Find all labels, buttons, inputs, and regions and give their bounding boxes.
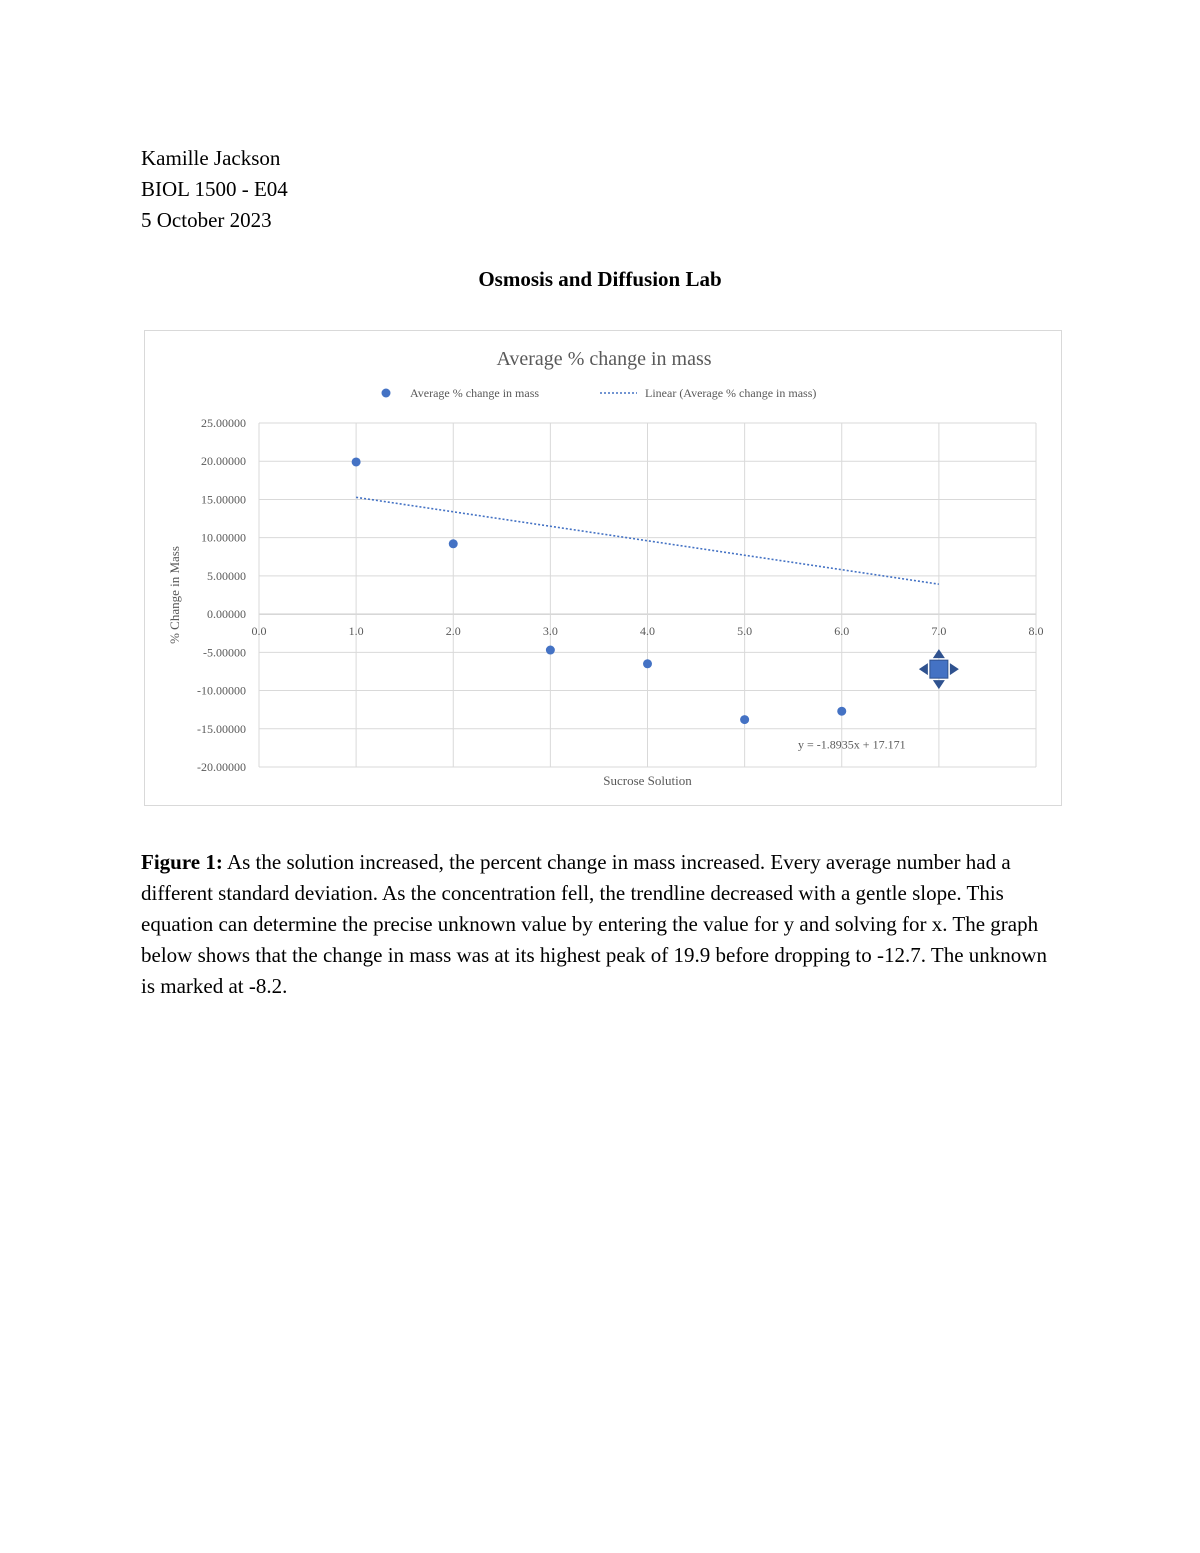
y-tick-label: -10.00000 [197,683,246,698]
x-tick-label: 3.0 [542,624,558,639]
chart-canvas [145,331,1063,807]
x-tick-label: 7.0 [931,624,947,639]
y-tick-label: 0.00000 [207,607,246,622]
data-point [352,457,361,466]
x-tick-label: 8.0 [1028,624,1044,639]
move-arrow-right-icon [950,663,959,675]
caption-text: As the solution increased, the percent change in mass increased. Every average number had a different standard deviation. As the concentration fell, the trendline decreased with a gentle slope. This equation can determine the precise unknown value by entering the value for y and solving for x. The graph below shows that the change in mass was at its highest peak of 19.9 before dropping to -12.7. The unknown is marked at -8.2. [141,850,1047,998]
data-point [740,715,749,724]
x-tick-label: 4.0 [640,624,655,639]
x-tick-label: 2.0 [445,624,461,639]
x-axis-title: Sucrose Solution [603,773,692,788]
data-point [546,646,555,655]
y-axis-title: % Change in Mass [167,546,182,644]
legend-label-trendline: Linear (Average % change in mass) [645,386,817,400]
course-code: BIOL 1500 - E04 [141,177,288,201]
caption-label: Figure 1: [141,850,223,874]
chart-title: Average % change in mass [496,348,712,370]
data-point [449,539,458,548]
move-arrow-up-icon [933,649,945,658]
data-point [837,707,846,716]
move-arrow-left-icon [919,663,928,675]
y-tick-label: -20.00000 [197,760,246,774]
y-tick-label: -5.00000 [203,645,246,660]
author-name: Kamille Jackson [141,146,281,170]
unknown-point [930,660,948,678]
page-title: Osmosis and Diffusion Lab [478,267,722,291]
scatter-chart[interactable] [144,330,1062,806]
y-tick-label: 20.00000 [201,454,246,469]
x-tick-label: 1.0 [348,624,364,639]
legend-label-series: Average % change in mass [410,386,540,400]
move-arrow-down-icon [933,680,945,689]
y-tick-label: -15.00000 [197,721,246,736]
y-tick-label: 25.00000 [201,416,246,430]
y-tick-label: 5.00000 [207,568,246,583]
x-tick-label: 0.0 [251,624,267,639]
y-tick-label: 15.00000 [201,492,246,507]
x-tick-label: 5.0 [737,624,753,639]
figure-caption [141,847,1061,1002]
legend-marker-series [382,389,391,398]
document-date: 5 October 2023 [141,208,272,232]
x-tick-label: 6.0 [834,624,850,639]
data-point [643,659,652,668]
header-block [141,143,288,236]
y-tick-label: 10.00000 [201,530,246,545]
trendline-equation: y = -1.8935x + 17.171 [798,737,906,752]
